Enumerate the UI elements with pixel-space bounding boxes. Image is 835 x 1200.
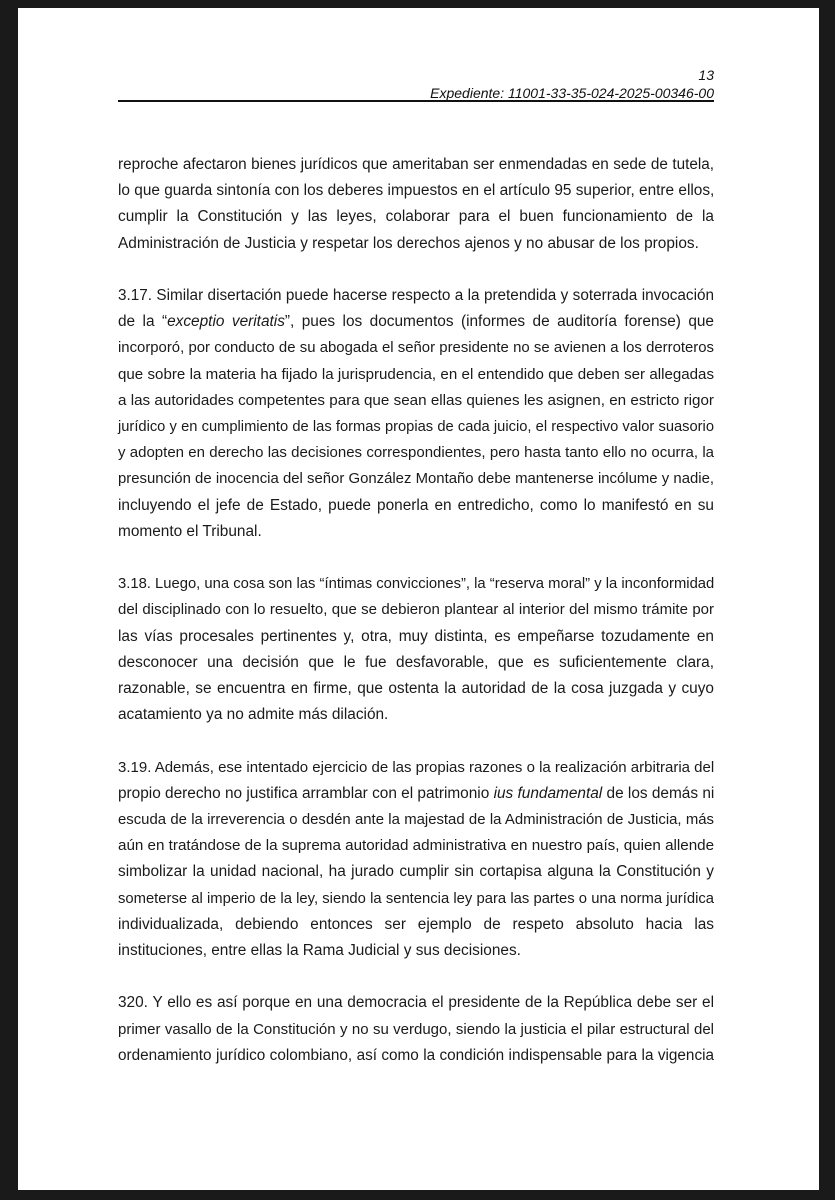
paragraph-3-18 bbox=[118, 571, 714, 728]
text-line: lo que guarda sintonía con los deberes impuestos en el artículo 95 superior, entre ellos, bbox=[118, 182, 715, 200]
text-line: reproche afectaron bienes jurídicos que ameritaban ser enmendadas en sede de tutela, bbox=[118, 156, 714, 173]
text-segment: de los demás ni bbox=[602, 784, 715, 802]
text-line: Administración de Justicia y respetar los derechos ajenos y no abusar de los propios. bbox=[118, 234, 699, 252]
text-line: que sobre la materia ha fijado la jurisprudencia, en el entendido que deben ser allegadas bbox=[118, 365, 714, 383]
text-segment: propio derecho no justifica arramblar con el patrimonio bbox=[118, 784, 494, 802]
text-line: las vías procesales pertinentes y, otra, muy distinta, es empeñarse tozudamente en bbox=[118, 627, 714, 645]
text-line: y adopten en derecho las decisiones correspondientes, pero hasta tanto ello no ocurra, la bbox=[118, 444, 714, 462]
text-line: someterse al imperio de la ley, siendo la sentencia ley para las partes o una norma jurídica bbox=[118, 890, 714, 907]
case-number: Expediente: 11001-33-35-024-2025-00346-00 bbox=[430, 85, 714, 101]
text-line: a las autoridades competentes para que sean ellas quienes les asignen, en estricto rigor bbox=[118, 391, 714, 409]
paragraph-continuation bbox=[118, 152, 714, 257]
text-line: aún en tratándose de la suprema autoridad administrativa en nuestro país, quien allende bbox=[118, 837, 715, 855]
text-line: acatamiento ya no admite más dilación. bbox=[118, 706, 389, 724]
page-header bbox=[118, 66, 714, 102]
text-segment: de la “ bbox=[118, 313, 168, 331]
text-line: desconocer una decisión que le fue desfavorable, que es suficientemente clara, bbox=[118, 653, 714, 671]
text-line: 3.17. Similar disertación puede hacerse respecto a la pretendida y soterrada invocación bbox=[118, 287, 714, 304]
text-line: primer vasallo de la Constitución y no su verdugo, siendo la justicia el pilar estructural del bbox=[118, 1020, 714, 1038]
paragraph-3-19 bbox=[118, 755, 714, 965]
paragraph-3-17 bbox=[118, 283, 714, 545]
text-line: jurídico y en cumplimiento de las formas propias de cada juicio, el respectivo valor suasorio bbox=[118, 419, 714, 436]
header-divider bbox=[118, 100, 714, 102]
text-line: escuda de la irreverencia o desdén ante la majestad de la Administración de Justicia, más bbox=[118, 812, 714, 829]
text-line: cumplir la Constitución y las leyes, colaborar para el buen funcionamiento de la bbox=[118, 208, 714, 226]
text-line: simbolizar la unidad nacional, ha jurado cumplir sin cortapisa alguna la Constitución y bbox=[118, 863, 714, 881]
italic-term: ius fundamental bbox=[493, 784, 603, 802]
text-line: 3.19. Además, ese intentado ejercicio de las propias razones o la realización arbitraria del bbox=[118, 758, 715, 776]
document-page bbox=[18, 8, 819, 1190]
text-line bbox=[118, 781, 714, 807]
text-line: razonable, se encuentra en firme, que ostenta la autoridad de la cosa juzgada y cuyo bbox=[118, 680, 714, 698]
text-line: incorporó, por conducto de su abogada el señor presidente no se avienen a los derroteros bbox=[118, 340, 714, 357]
text-line: momento el Tribunal. bbox=[118, 522, 262, 540]
text-line: 320. Y ello es así porque en una democracia el presidente de la República debe ser el bbox=[118, 994, 714, 1012]
text-line: 3.18. Luego, una cosa son las “íntimas convicciones”, la “reserva moral” y la inconformidad bbox=[118, 576, 715, 593]
text-segment: ”, pues los documentos (informes de auditoría forense) que bbox=[284, 313, 714, 331]
text-line: presunción de inocencia del señor González Montaño debe mantenerse incólume y nadie, bbox=[118, 471, 714, 488]
text-line: individualizada, debiendo entonces ser ejemplo de respeto absoluto hacia las bbox=[118, 915, 714, 933]
text-line: instituciones, entre ellas la Rama Judicial y sus decisiones. bbox=[118, 942, 521, 960]
text-line: incluyendo el jefe de Estado, puede ponerla en entredicho, como lo manifestó en su bbox=[118, 496, 714, 514]
paragraph-320 bbox=[118, 990, 714, 1069]
text-line: del disciplinado con lo resuelto, que se debieron plantear al interior del mismo trámite por bbox=[118, 601, 714, 619]
italic-term: exceptio veritatis bbox=[167, 313, 285, 331]
document-body bbox=[118, 152, 714, 1069]
text-line bbox=[118, 309, 714, 335]
page-number: 13 bbox=[698, 67, 714, 83]
text-line: ordenamiento jurídico colombiano, así como la condición indispensable para la vigencia bbox=[118, 1046, 714, 1064]
